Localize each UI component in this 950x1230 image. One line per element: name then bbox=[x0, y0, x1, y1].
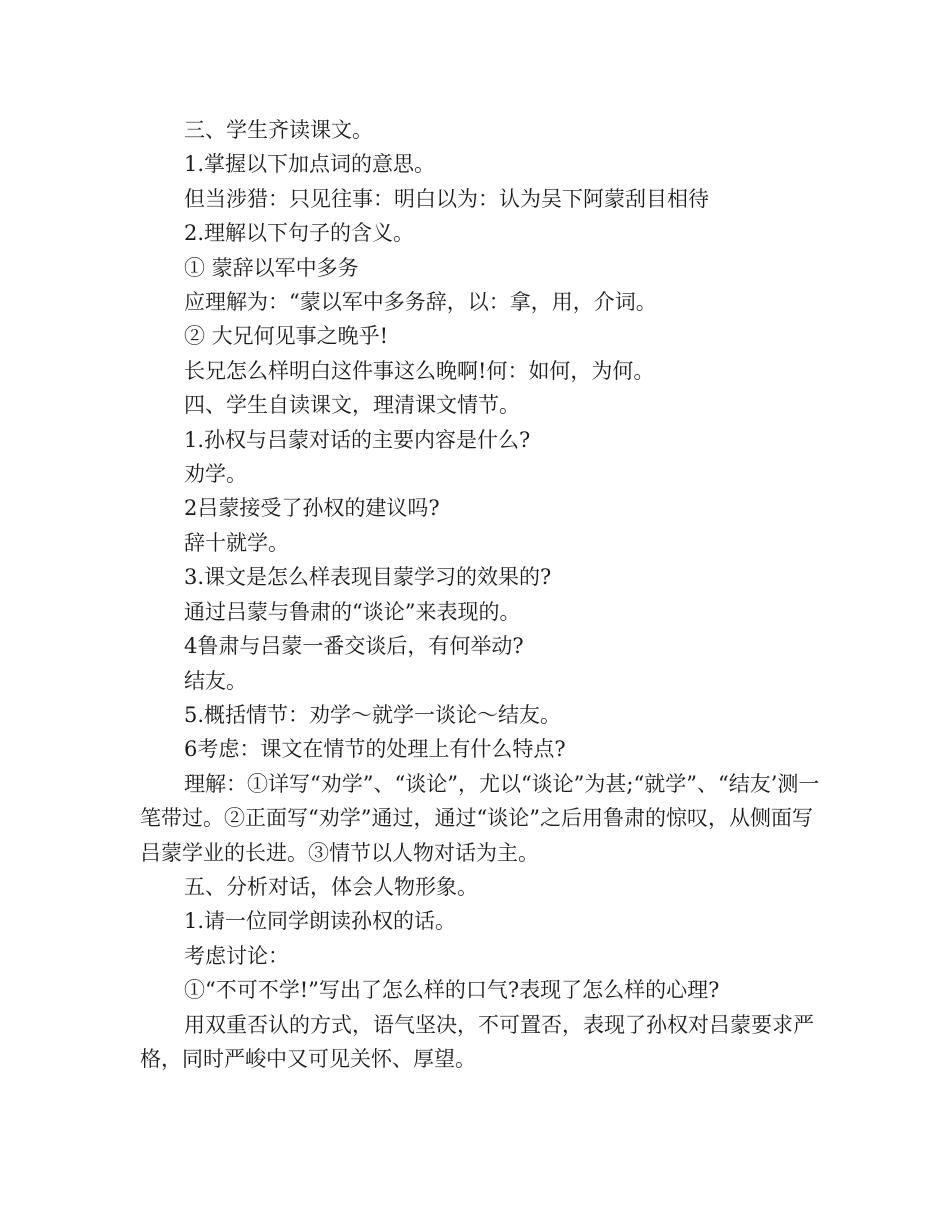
paragraph: 1.请一位同学朗读孙权的话。 bbox=[184, 909, 457, 934]
paragraph: 3.课文是怎么样表现目蒙学习的效果的? bbox=[184, 565, 552, 590]
paragraph: ① 蒙辞以军中多务 bbox=[184, 255, 359, 280]
paragraph: 应理解为：“蒙以军中多务辞，以：拿，用，介词。 bbox=[184, 290, 657, 315]
paragraph: 但当涉猎：只见往事：明白以为：认为吴下阿蒙刮目相待 bbox=[184, 186, 709, 211]
paragraph: 2.理解以下句子的含义。 bbox=[184, 221, 415, 246]
paragraph: 长兄怎么样明白这件事这么晚啊!何：如何，为何。 bbox=[184, 358, 655, 383]
paragraph: 5.概括情节：劝学～就学一谈论～结友。 bbox=[184, 702, 562, 727]
paragraph: 结友。 bbox=[184, 668, 247, 693]
paragraph: 6考虑：课文在情节的处理上有什么特点? bbox=[184, 737, 566, 762]
paragraph: 通过吕蒙与鲁肃的“谈论”来表现的。 bbox=[184, 599, 521, 624]
heading-section-4: 四、学生自读课文，理清课文情节。 bbox=[184, 393, 520, 418]
document-body bbox=[140, 113, 820, 1076]
paragraph: 1.孙权与吕蒙对话的主要内容是什么? bbox=[184, 427, 531, 452]
paragraph: 4鲁肃与吕蒙一番交谈后，有何举动? bbox=[184, 634, 524, 659]
paragraph: 2吕蒙接受了孙权的建议吗? bbox=[184, 496, 440, 521]
paragraph: ①“不可不学!”写出了怎么样的口气?表现了怎么样的心理? bbox=[184, 978, 720, 1003]
paragraph: 理解：①详写“劝学”、“谈论”，尤以“谈论”为甚;“就学”、“结友’测一笔带过。②正面写“劝学”通过，通过“谈论”之后用鲁肃的惊叹，从侧面写吕蒙学业的长进。③情节以人物对话为主。 bbox=[140, 771, 820, 865]
paragraph: ② 大兄何见事之晚乎! bbox=[184, 324, 389, 349]
paragraph: 用双重否认的方式，语气坚决，不可置否，表现了孙权对吕蒙要求严格，同时严峻中又可见关怀、厚望。 bbox=[140, 1012, 814, 1071]
paragraph: 劝学。 bbox=[184, 462, 247, 487]
heading-section-3: 三、学生齐读课文。 bbox=[184, 118, 373, 142]
paragraph: 辞十就学。 bbox=[184, 530, 289, 555]
heading-section-5: 五、分析对话，体会人物形象。 bbox=[184, 874, 478, 899]
paragraph: 1.掌握以下加点词的意思。 bbox=[184, 152, 436, 177]
paragraph: 考虑讨论： bbox=[184, 943, 289, 968]
